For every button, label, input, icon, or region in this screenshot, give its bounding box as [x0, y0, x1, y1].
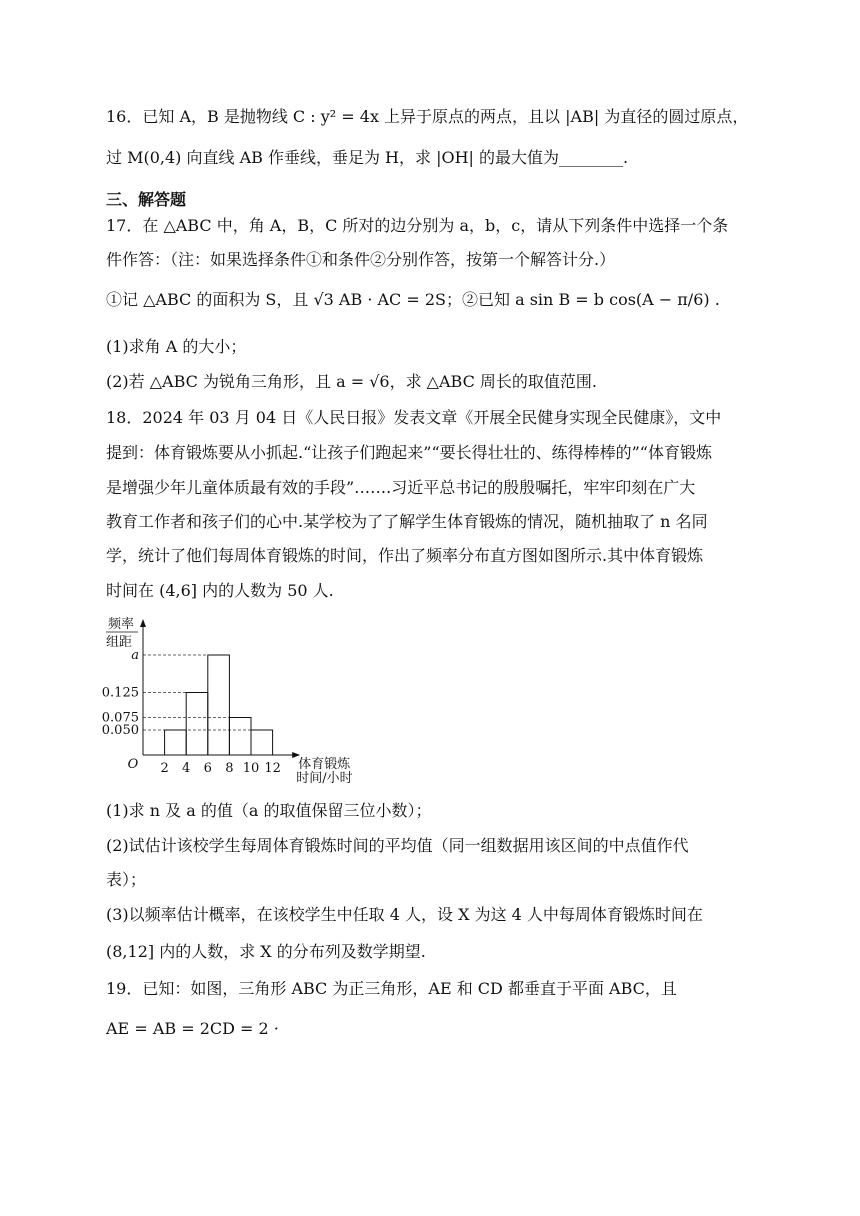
- q18-line5: 学，统计了他们每周体育锻炼的时间，作出了频率分布直方图如图所示.其中体育锻炼: [106, 546, 704, 565]
- x-axis-label-top: 体育锻炼: [298, 757, 351, 772]
- y-tick-label-2: 0.125: [101, 685, 139, 701]
- histogram-bar-2: [208, 655, 230, 755]
- q18-part3-line1: (3)以频率估计概率，在该校学生中任取 4 人，设 X 为这 4 人中每周体育锻炼时间在: [106, 905, 703, 924]
- q16-line1: 16．已知 A，B 是抛物线 C : y² = 4x 上异于原点的两点，且以 |AB| 为直径的圆过原点，: [106, 107, 749, 126]
- q19-line1: 19．已知：如图，三角形 ABC 为正三角形，AE 和 CD 都垂直于平面 ABC，且: [106, 979, 677, 998]
- q18-line2: 提到：体育锻炼要从小抓起.“让孩子们跑起来”“要长得壮壮的、练得棒棒的”“体育锻炼: [106, 443, 712, 462]
- q16-line2: 过 M(0,4) 向直线 AB 作垂线，垂足为 H，求 |OH| 的最大值为________.: [106, 148, 629, 167]
- x-tick-label-3: 8: [225, 761, 234, 776]
- q18-line4: 教育工作者和孩子们的心中.某学校为了了解学生体育锻炼的情况，随机抽取了 n 名同: [106, 512, 708, 531]
- y-axis-label-top: 频率: [108, 617, 135, 632]
- q18-line1: 18．2024 年 03 月 04 日《人民日报》发表文章《开展全民健身实现全民健康》，文中: [106, 408, 722, 427]
- q19-line2: AE = AB = 2CD = 2 ·: [106, 1019, 279, 1038]
- histogram-bar-1: [186, 693, 208, 756]
- q17-line2: 件作答：（注：如果选择条件①和条件②分别作答，按第一个解答计分.）: [106, 250, 616, 269]
- q18-part1: (1)求 n 及 a 的值（a 的取值保留三位小数）；: [106, 801, 432, 820]
- q18-part2-line1: (2)试估计该校学生每周体育锻炼时间的平均值（同一组数据用该区间的中点值作代: [106, 836, 689, 855]
- y-tick-label-1: 0.075: [101, 710, 139, 726]
- q17-line1: 17．在 △ABC 中，角 A，B，C 所对的边分别为 a，b，c，请从下列条件中选择一个条: [106, 216, 729, 235]
- y-axis-label-bottom: 组距: [106, 635, 133, 650]
- histogram-figure: [100, 612, 380, 792]
- histogram-bar-4: [251, 730, 273, 755]
- x-tick-label-5: 12: [264, 761, 281, 776]
- x-tick-label-0: 2: [160, 761, 169, 776]
- y-tick-label-3: a: [131, 648, 139, 663]
- q17-conditions: ①记 △ABC 的面积为 S，且 √3 AB · AC = 2S；②已知 a sin B = b cos(A − π/6) .: [106, 290, 720, 309]
- histogram-bar-0: [165, 730, 187, 755]
- section-heading: 三、解答题: [106, 190, 187, 209]
- origin-label: O: [127, 757, 139, 772]
- q18-line3: 是增强少年儿童体质最有效的手段”…….习近平总书记的殷殷嘱托，牢牢印刻在广大: [106, 478, 696, 497]
- x-tick-label-2: 6: [203, 761, 212, 776]
- q18-part3-line2: (8,12] 内的人数，求 X 的分布列及数学期望.: [106, 942, 426, 961]
- y-axis-arrow: [140, 619, 146, 627]
- x-tick-label-1: 4: [182, 761, 191, 776]
- q17-part2: (2)若 △ABC 为锐角三角形，且 a = √6，求 △ABC 周长的取值范围.: [106, 372, 597, 391]
- histogram-bar-3: [229, 718, 251, 756]
- q18-part2-line2: 表）；: [106, 870, 147, 889]
- x-axis-label-bottom: 时间/小时: [296, 771, 353, 786]
- x-tick-label-4: 10: [242, 761, 260, 776]
- q18-line6: 时间在 (4,6] 内的人数为 50 人.: [106, 581, 334, 600]
- q17-part1: (1)求角 A 的大小；: [106, 337, 247, 356]
- y-tick-label-0: 0.050: [101, 723, 139, 738]
